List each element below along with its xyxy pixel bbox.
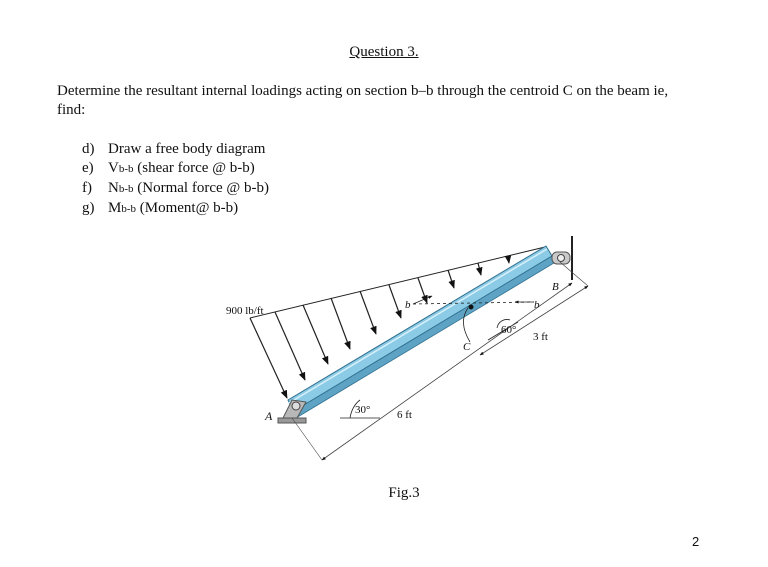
dimension-label-6ft: 6 ft [397, 409, 412, 421]
load-arrow [478, 263, 481, 275]
task-label: d) [82, 141, 95, 157]
task-label: g) [82, 200, 95, 216]
question-heading: Question 3. [349, 44, 419, 60]
task-text: (Moment@ b-b) [139, 200, 239, 216]
load-arrow [508, 256, 509, 263]
task-label: e) [82, 160, 94, 176]
distributed-load-arrows [250, 256, 509, 398]
section-label-b: b [405, 299, 411, 311]
load-arrow [360, 291, 376, 334]
extension-line [292, 418, 322, 460]
point-a-label: A [265, 409, 273, 423]
problem-statement: Determine the resultant internal loadings acting on section b–b through the centroid C on the beam ie, find: [57, 83, 669, 118]
load-arrow [250, 318, 287, 398]
point-b-label: B [552, 281, 559, 293]
task-symbol: N [108, 180, 119, 196]
task-symbol: V [108, 160, 119, 176]
task-text: Draw a free body diagram [108, 141, 266, 157]
load-arrow [418, 278, 427, 303]
task-text: (shear force @ b-b) [137, 160, 255, 176]
figure-caption: Fig.3 [388, 485, 420, 501]
load-intensity-label: 900 lb/ft [226, 305, 264, 317]
section-arrow [413, 296, 432, 304]
dimension-label-3ft: 3 ft [533, 331, 548, 343]
load-arrow [389, 285, 401, 318]
section-label-b: b [534, 299, 540, 311]
page-number: 2 [692, 534, 700, 549]
task-subscript: b-b [118, 183, 134, 195]
task-symbol: M [108, 200, 122, 216]
task-subscript: b-b [121, 203, 137, 215]
task-text: (Normal force @ b-b) [137, 180, 269, 196]
pin-support-b [552, 252, 570, 264]
centroid-point [469, 305, 474, 310]
angle-label-60: 60° [501, 324, 517, 336]
extension-line [560, 262, 588, 286]
load-arrow [275, 312, 305, 380]
point-c-label: C [463, 341, 471, 353]
load-arrow [331, 298, 350, 349]
task-subscript: b-b [118, 163, 134, 175]
task-label: f) [82, 180, 92, 196]
load-arrow [448, 270, 454, 288]
load-arrow [303, 305, 328, 364]
angle-label-30: 30° [355, 404, 371, 416]
